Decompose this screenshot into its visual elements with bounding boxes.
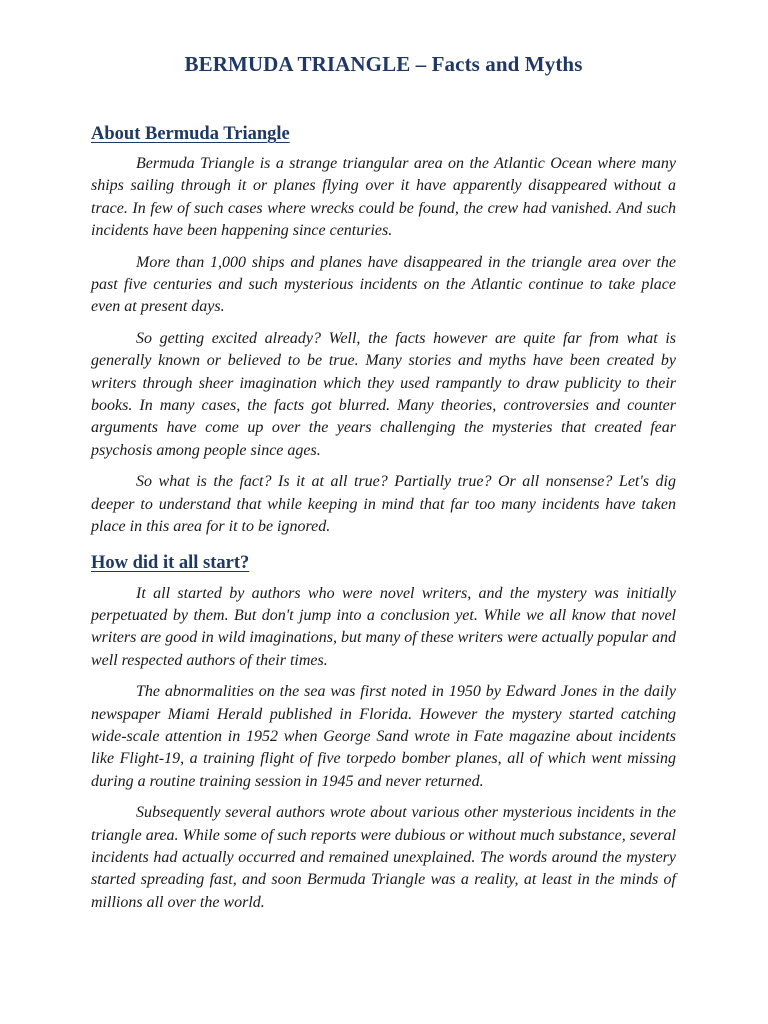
paragraph: So what is the fact? Is it at all true? Partially true? Or all nonsense? Let's dig deeper to understand that while keeping in mind that far too many incidents have taken place in this area for it to be ignored. [91,473,676,536]
paragraph: Subsequently several authors wrote about various other mysterious incidents in the triangle area. While some of such reports were dubious or without much substance, several incidents had actually occurred and remained unexplained. The words around the mystery started spreading fast, and soon Bermuda Triangle was a reality, at least in the minds of millions all over the world. [91,804,676,911]
section-about [91,122,676,539]
paragraph: The abnormalities on the sea was first noted in 1950 by Edward Jones in the daily newspaper Miami Herald published in Florida. However the mystery started catching wide-scale attention in 1952 when George Sand wrote in Fate magazine about incidents like Flight-19, a training flight of five torpedo bomber planes, all of which went missing during a routine training session in 1945 and never returned. [91,683,676,790]
paragraph: More than 1,000 ships and planes have disappeared in the triangle area over the past five centuries and such mysterious incidents on the Atlantic continue to take place even at present days. [91,253,676,316]
section-heading-about: About Bermuda Triangle [91,124,290,144]
paragraph: So getting excited already? Well, the facts however are quite far from what is generally known or believed to be true. Many stories and myths have been created by writers through sheer imagination which they used rampantly to draw publicity to their books. In many cases, the facts got blurred. Many theories, controversies and counter arguments have come up over the years challenging the mysteries that created fear psychosis among people since ages. [91,329,676,459]
section-heading-how-it-started: How did it all start? [91,552,250,573]
paragraph: It all started by authors who were novel writers, and the mystery was initially perpetuated by them. But don't jump into a conclusion yet. While we all know that novel writers are good in wild imaginations, but many of these writers were actually popular and well respected authors of their times. [91,584,676,669]
section-how-it-started [91,551,676,915]
paragraph: Bermuda Triangle is a strange triangular area on the Atlantic Ocean where many ships sailing through it or planes flying over it have apparently disappeared without a trace. In few of such cases where wrecks could be found, the crew had vanished. And such incidents have been happening since centuries. [91,155,676,240]
document-title: BERMUDA TRIANGLE – Facts and Myths [184,52,583,76]
